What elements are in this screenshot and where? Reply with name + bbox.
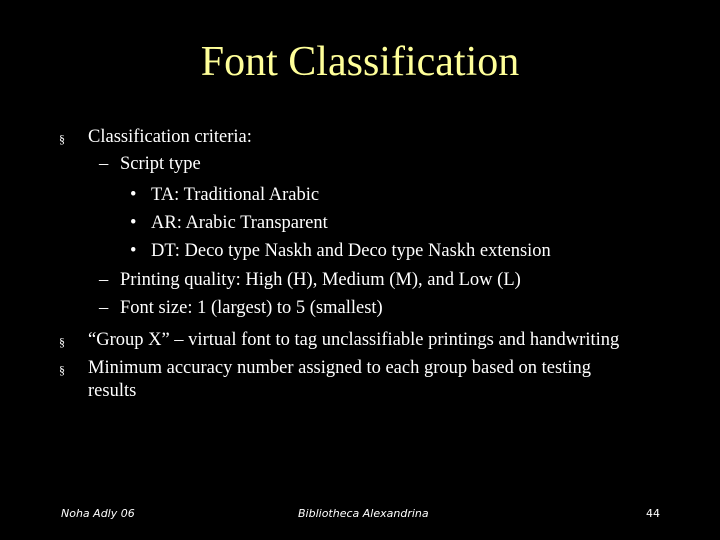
dot-bullet-icon: • bbox=[130, 185, 137, 205]
list-item-text: Printing quality: High (H), Medium (M), and Low (L) bbox=[120, 270, 521, 290]
list-item-text: Classification criteria: bbox=[88, 127, 252, 147]
square-bullet-icon: § bbox=[59, 363, 65, 377]
footer-author: Noha Adly 06 bbox=[61, 507, 135, 520]
dash-bullet-icon: – bbox=[99, 154, 109, 174]
dot-bullet-icon: • bbox=[130, 213, 137, 233]
footer-organization: Bibliotheca Alexandrina bbox=[298, 507, 429, 520]
slide-title: Font Classification bbox=[200, 39, 520, 85]
list-item-text: “Group X” – virtual font to tag unclassifiable printings and handwriting bbox=[88, 330, 620, 350]
square-bullet-icon: § bbox=[59, 335, 65, 349]
dash-bullet-icon: – bbox=[99, 298, 109, 318]
dot-bullet-icon: • bbox=[130, 241, 137, 261]
list-item-text: results bbox=[88, 381, 137, 401]
list-item-text: TA: Traditional Arabic bbox=[151, 185, 320, 205]
list-item-text: Font size: 1 (largest) to 5 (smallest) bbox=[120, 298, 383, 318]
list-item-text: Script type bbox=[120, 154, 201, 174]
list-item-text: DT: Deco type Naskh and Deco type Naskh extension bbox=[151, 241, 551, 261]
list-item-text: AR: Arabic Transparent bbox=[151, 213, 328, 233]
list-item-text: Minimum accuracy number assigned to each group based on testing bbox=[88, 358, 591, 378]
dash-bullet-icon: – bbox=[99, 270, 109, 290]
square-bullet-icon: § bbox=[59, 132, 65, 146]
footer-page-number: 44 bbox=[646, 507, 660, 520]
